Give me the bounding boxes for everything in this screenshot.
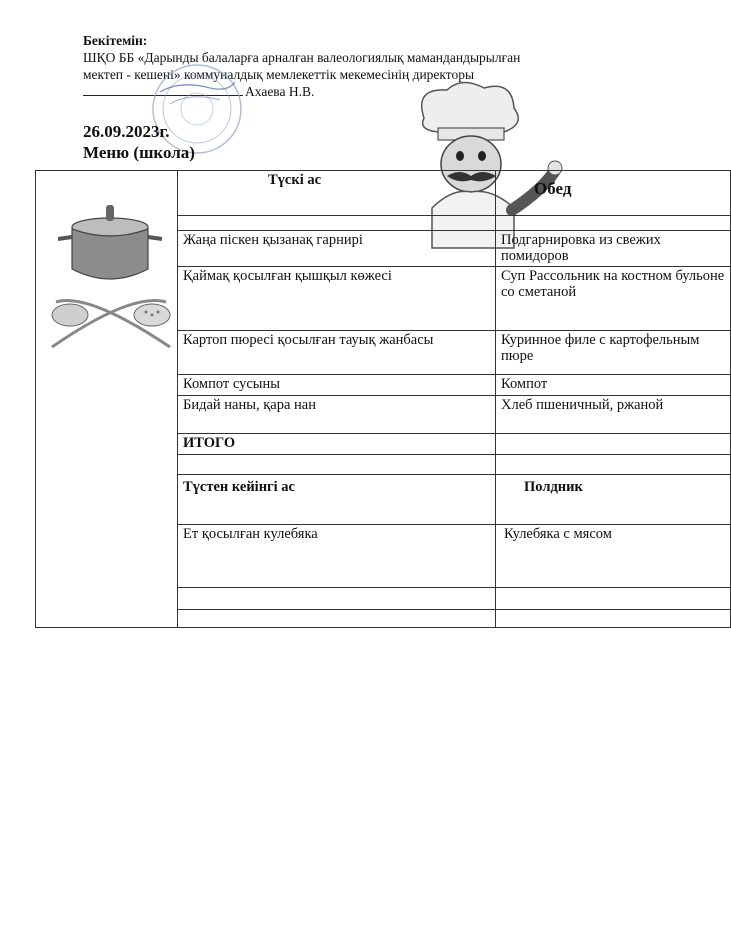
menu-title: Меню (школа) [83, 143, 195, 162]
lunch-header-kz: Түскі ас [178, 171, 496, 216]
lunch-item-ru: Компот [496, 375, 731, 396]
lunch-item-kz: Картоп пюресі қосылған тауық жанбасы [178, 331, 496, 375]
approve-label: Бекітемін: [83, 33, 148, 48]
lunch-item-ru: Хлеб пшеничный, ржаной [496, 396, 731, 434]
lunch-item-kz: Жаңа піскен қызанақ гарнирі [178, 231, 496, 267]
lunch-header-row [36, 171, 731, 216]
lunch-header-ru: Обед [496, 171, 731, 216]
lunch-item-ru: Подгарнировка из свежих помидоров [496, 231, 731, 267]
date-block [83, 121, 195, 163]
snack-header-ru: Полдник [496, 475, 731, 525]
image-column [36, 171, 178, 628]
lunch-item-ru: Куринное филе с картофельным пюре [496, 331, 731, 375]
menu-table [35, 170, 731, 628]
organization-line-2: мектеп - кешені» коммуналдық мемлекеттік мекемесінің директоры [83, 67, 475, 82]
director-name: Ахаева Н.В. [245, 84, 315, 99]
organization-line-1: ШҚО ББ «Дарынды балаларға арналған валеологиялық мамандандырылған [83, 50, 521, 65]
lunch-item-kz: Бидай наны, қара нан [178, 396, 496, 434]
snack-item-kz: Ет қосылған кулебяка [178, 525, 496, 588]
total-label: ИТОГО [178, 434, 496, 455]
menu-date: 26.09.2023г. [83, 122, 170, 141]
lunch-item-ru: Суп Рассольник на костном бульоне со сметаной [496, 267, 731, 331]
lunch-item-kz: Компот сусыны [178, 375, 496, 396]
snack-header-kz: Түстен кейінгі ас [178, 475, 496, 525]
snack-item-ru: Кулебяка с мясом [496, 525, 731, 588]
lunch-item-kz: Қаймақ қосылған қышқыл көжесі [178, 267, 496, 331]
